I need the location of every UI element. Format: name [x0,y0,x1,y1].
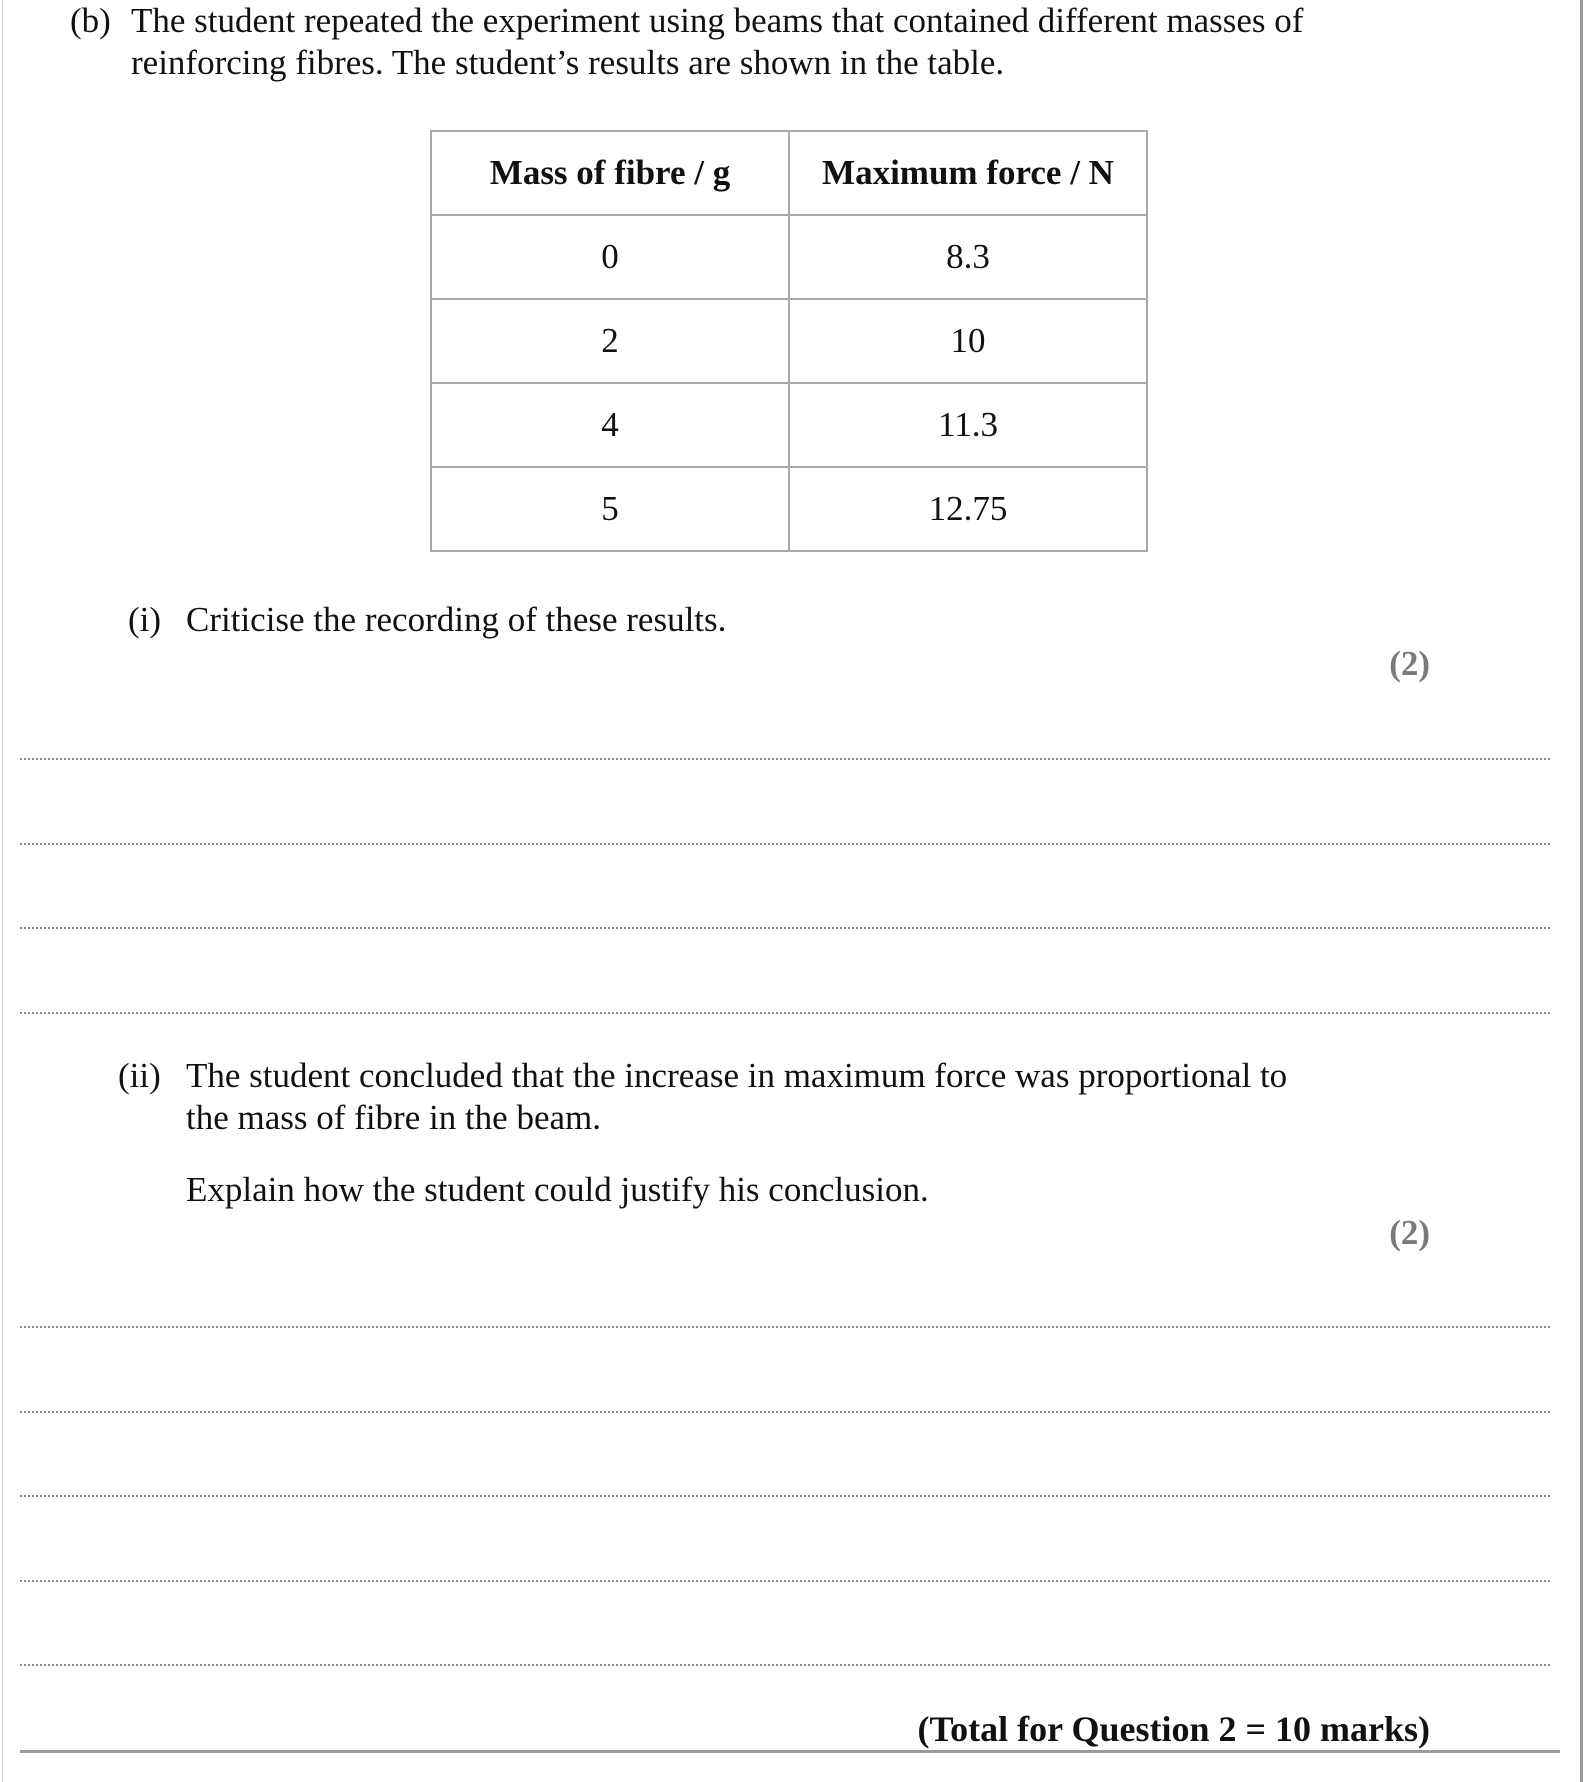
table-row [431,215,1147,299]
mass-cell: 4 [431,383,789,467]
answer-line-ii-5[interactable] [20,1664,1550,1666]
answer-line-i-3[interactable] [20,927,1550,929]
answer-line-i-4[interactable] [20,1012,1550,1014]
part-ii-line-2: the mass of fibre in the beam. [186,1098,602,1137]
force-cell: 11.3 [789,383,1147,467]
part-ii-instruction: Explain how the student could justify his conclusion. [186,1170,929,1209]
part-i-question: Criticise the recording of these results. [186,600,727,639]
answer-line-ii-1[interactable] [20,1326,1550,1328]
mass-cell: 0 [431,215,789,299]
header-maximum-force: Maximum force / N [789,131,1147,215]
intro-line-1: The student repeated the experiment using beams that contained different masses of [131,1,1304,40]
force-cell: 12.75 [789,467,1147,551]
table-row [431,383,1147,467]
page-right-edge [1580,0,1583,1782]
mass-cell: 2 [431,299,789,383]
force-cell: 10 [789,299,1147,383]
results-table [430,130,1148,552]
answer-line-ii-3[interactable] [20,1495,1550,1497]
mass-cell: 5 [431,467,789,551]
answer-line-ii-4[interactable] [20,1580,1550,1582]
table-header-row [431,131,1147,215]
part-ii-label: (ii) [118,1056,161,1095]
table-row [431,467,1147,551]
question-total: (Total for Question 2 = 10 marks) [917,1709,1430,1749]
header-mass-of-fibre: Mass of fibre / g [431,131,789,215]
answer-line-i-1[interactable] [20,758,1550,760]
answer-line-i-2[interactable] [20,843,1550,845]
part-label: (b) [70,1,111,40]
intro-line-2: reinforcing fibres. The student’s results are shown in the table. [131,43,1005,82]
bottom-rule [20,1750,1560,1753]
page-left-edge [2,0,3,1782]
part-i-label: (i) [128,600,162,639]
part-ii-marks: (2) [1389,1213,1430,1252]
part-ii-line-1: The student concluded that the increase in maximum force was proportional to [186,1056,1288,1095]
part-i-marks: (2) [1389,644,1430,683]
table-row [431,299,1147,383]
answer-line-ii-2[interactable] [20,1411,1550,1413]
force-cell: 8.3 [789,215,1147,299]
